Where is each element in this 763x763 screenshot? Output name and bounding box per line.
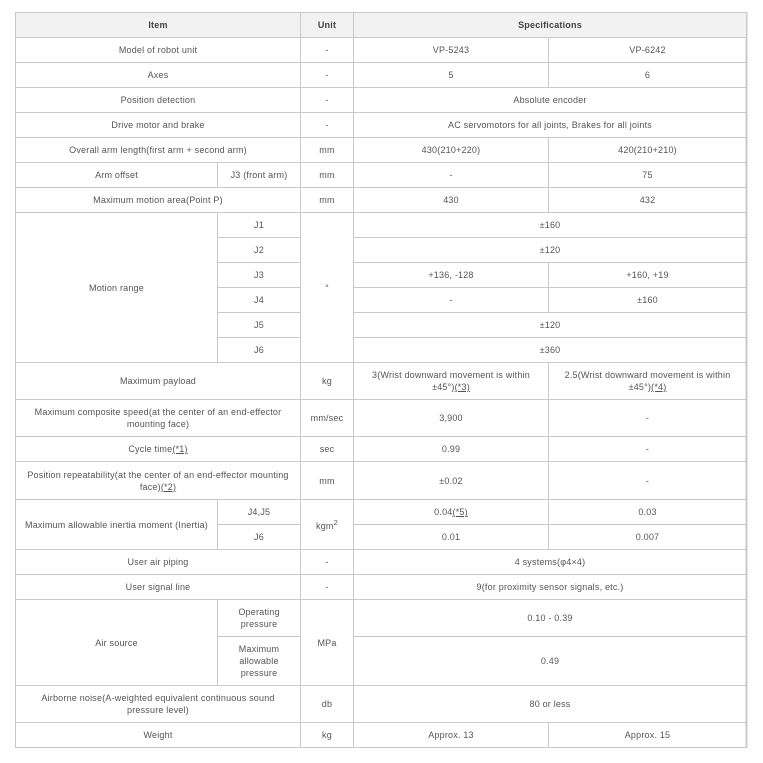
spec-b: 0.03	[549, 500, 747, 525]
item-label: Maximum composite speed(at the center of an end-effector mounting face)	[16, 400, 301, 437]
table-row	[16, 575, 747, 600]
item-label: Airborne noise(A-weighted equivalent continuous sound pressure level)	[16, 686, 301, 723]
table-row	[16, 462, 747, 500]
spec-a: 0.01	[354, 525, 549, 550]
table-row	[16, 363, 747, 400]
spec-a: VP-5243	[354, 38, 549, 63]
table-row	[16, 437, 747, 462]
joint-label: J4	[218, 288, 301, 313]
unit-cell: sec	[301, 437, 354, 462]
spec-a: 0.99	[354, 437, 549, 462]
spec-a: ±0.02	[354, 462, 549, 500]
spec-b: Approx. 15	[549, 723, 747, 748]
unit-cell: MPa	[301, 600, 354, 686]
unit-cell: -	[301, 550, 354, 575]
item-label: Maximum motion area(Point P)	[16, 188, 301, 213]
table-row	[16, 63, 747, 88]
note-link[interactable]: (*1)	[172, 444, 188, 454]
table-row	[16, 163, 747, 188]
note-link[interactable]: (*2)	[160, 481, 177, 492]
header-row	[16, 13, 747, 38]
item-label	[16, 462, 301, 500]
header-item: Item	[16, 13, 301, 38]
spec-b: 0.007	[549, 525, 747, 550]
table-row	[16, 723, 747, 748]
payload-b-text: 2.5(Wrist downward movement is within ±45°)	[564, 370, 731, 392]
item-label: Maximum payload	[16, 363, 301, 400]
table-row	[16, 686, 747, 723]
unit-text: kgm	[316, 521, 334, 531]
table-row	[16, 138, 747, 163]
specifications-table	[15, 12, 747, 748]
item-label: Model of robot unit	[16, 38, 301, 63]
payload-a-text: 3(Wrist downward movement is within ±45°)	[372, 370, 530, 392]
spec-value: ±360	[354, 338, 747, 363]
spec-a: -	[354, 163, 549, 188]
sub-label: Maximum allowable pressure	[218, 637, 301, 686]
item-label: Air source	[16, 600, 218, 686]
spec-value: ±120	[354, 313, 747, 338]
spec-value: Absolute encoder	[354, 88, 747, 113]
unit-cell: mm	[301, 138, 354, 163]
joint-label: J2	[218, 238, 301, 263]
joint-label: J5	[218, 313, 301, 338]
unit-cell: -	[301, 38, 354, 63]
item-label: Drive motor and brake	[16, 113, 301, 138]
spec-b: +160, +19	[549, 263, 747, 288]
spec-b: 75	[549, 163, 747, 188]
spec-value: 0.49	[354, 637, 747, 686]
item-label	[16, 437, 301, 462]
spec-value: ±120	[354, 238, 747, 263]
item-label: Weight	[16, 723, 301, 748]
unit-cell: mm/sec	[301, 400, 354, 437]
item-label: User signal line	[16, 575, 301, 600]
header-unit: Unit	[301, 13, 354, 38]
repeat-label-text: Position repeatability(at the center of an end-effector mounting face)	[27, 469, 289, 492]
table-row	[16, 400, 747, 437]
cycle-label-text: Cycle time	[128, 444, 173, 454]
note-link[interactable]: (*3)	[454, 382, 470, 392]
spec-b: 6	[549, 63, 747, 88]
spec-a: 430	[354, 188, 549, 213]
item-label: Motion range	[16, 213, 218, 363]
table-row	[16, 213, 747, 238]
unit-cell: mm	[301, 163, 354, 188]
joint-label: J3	[218, 263, 301, 288]
spec-b: -	[549, 462, 747, 500]
unit-cell: -	[301, 575, 354, 600]
spec-a: -	[354, 288, 549, 313]
spec-a: 430(210+220)	[354, 138, 549, 163]
unit-cell: mm	[301, 462, 354, 500]
unit-cell: kg	[301, 723, 354, 748]
joint-label: J4,J5	[218, 500, 301, 525]
table-row	[16, 600, 747, 637]
unit-cell: °	[301, 213, 354, 363]
unit-cell	[301, 500, 354, 550]
inertia-j45-a: 0.04	[434, 507, 453, 517]
item-label: Position detection	[16, 88, 301, 113]
item-label: Maximum allowable inertia moment (Inertia)	[16, 500, 218, 550]
item-label: Overall arm length(first arm + second arm)	[16, 138, 301, 163]
table-row	[16, 550, 747, 575]
note-link[interactable]: (*5)	[452, 507, 468, 517]
unit-cell: db	[301, 686, 354, 723]
spec-b: -	[549, 400, 747, 437]
spec-a	[354, 500, 549, 525]
unit-superscript: 2	[333, 518, 338, 527]
spec-a: 5	[354, 63, 549, 88]
joint-label: J1	[218, 213, 301, 238]
joint-label: J6	[218, 338, 301, 363]
spec-a: Approx. 13	[354, 723, 549, 748]
sub-label: Operating pressure	[218, 600, 301, 637]
spec-value: 4 systems(φ4×4)	[354, 550, 747, 575]
table-row	[16, 88, 747, 113]
unit-cell: -	[301, 63, 354, 88]
table-row	[16, 113, 747, 138]
spec-value: 0.10 - 0.39	[354, 600, 747, 637]
spec-a	[354, 363, 549, 400]
spec-b: 420(210+210)	[549, 138, 747, 163]
unit-cell: -	[301, 88, 354, 113]
spec-b: 432	[549, 188, 747, 213]
joint-label: J6	[218, 525, 301, 550]
spec-b: VP-6242	[549, 38, 747, 63]
unit-cell: -	[301, 113, 354, 138]
header-specifications: Specifications	[354, 13, 747, 38]
note-link[interactable]: (*4)	[651, 382, 667, 392]
spec-value: 9(for proximity sensor signals, etc.)	[354, 575, 747, 600]
unit-cell: kg	[301, 363, 354, 400]
unit-cell: mm	[301, 188, 354, 213]
table-row	[16, 500, 747, 525]
spec-a: +136, -128	[354, 263, 549, 288]
item-label: User air piping	[16, 550, 301, 575]
spec-value: ±160	[354, 213, 747, 238]
spec-b	[549, 363, 747, 400]
item-sublabel: J3 (front arm)	[218, 163, 301, 188]
item-label: Arm offset	[16, 163, 218, 188]
spec-b: -	[549, 437, 747, 462]
spec-b: ±160	[549, 288, 747, 313]
spec-value: 80 or less	[354, 686, 747, 723]
item-label: Axes	[16, 63, 301, 88]
spec-value: AC servomotors for all joints, Brakes for all joints	[354, 113, 747, 138]
spec-a: 3,900	[354, 400, 549, 437]
table-row	[16, 188, 747, 213]
table-row	[16, 38, 747, 63]
